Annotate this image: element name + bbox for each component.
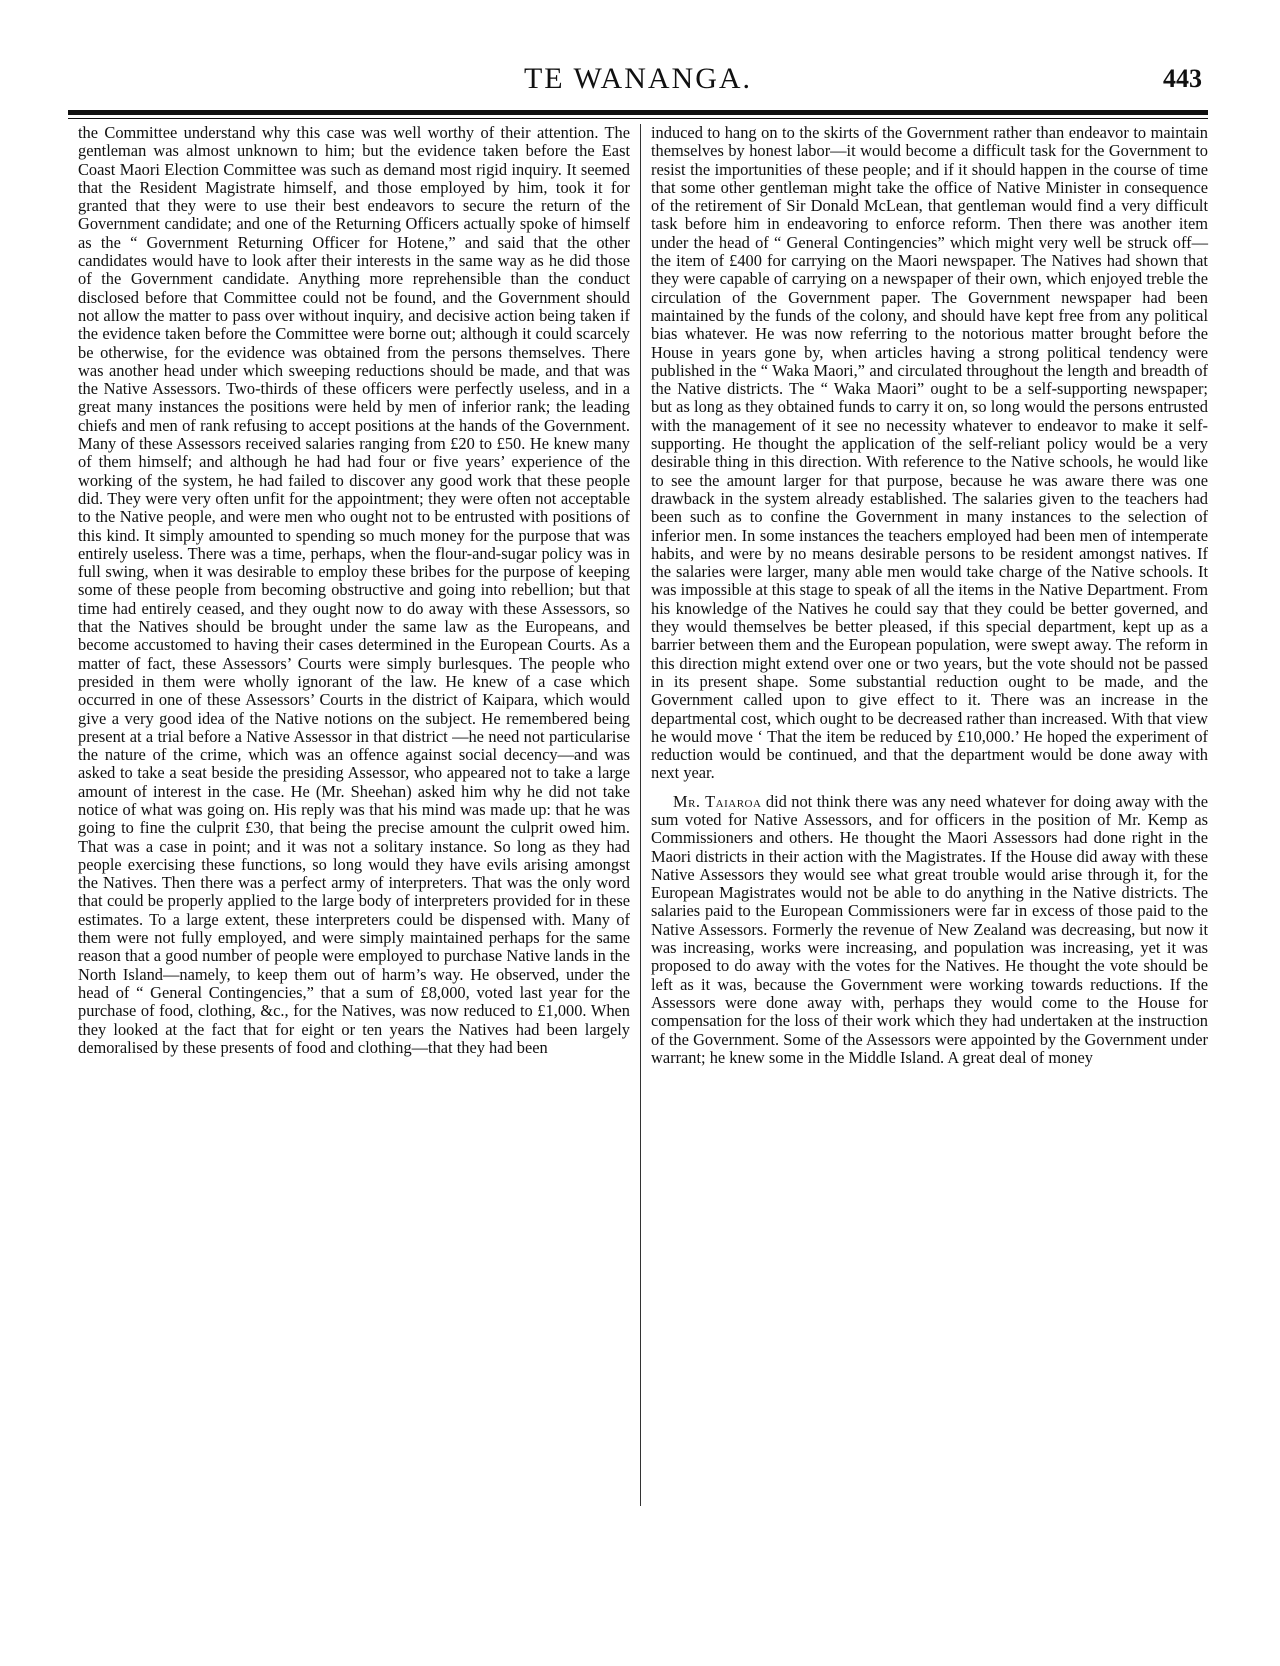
left-column-paragraph: the Committee understand why this case was well worthy of their attention. The gentleman was almost unknown to him; but the evidence taken before the East Coast Maori Election Committee was such as demand most rigid inquiry. It seemed that the Resident Magistrate himself, and those employed by him, took it for granted that they were to use their best endeavors to secure the return of the Government candidate; and one of the Returning Officers actually spoke of himself as the “ Government Returning Officer for Hotene,” and said that the other candidates would have to look after their interests in the same way as he did those of the Government candidate. Anything more reprehensible than the conduct disclosed before that Committee could not be found, and the Government should not allow the matter to pass over without inquiry, and decisive action being taken if the evidence taken before the Committee were borne out; although it could scarcely be otherwise, for the evidence was obtained from the persons themselves. There was another head under which sweeping reductions should be made, and that was the Native Assessors. Two-thirds of these officers were perfectly useless, and in a great many instances the positions were held by men of inferior rank; the leading chiefs and men of rank refusing to accept positions at the hands of the Government. Many of these Assessors received salaries ranging from £20 to £50. He knew many of them himself; and although he had had four or five years’ experience of the working of the system, he had failed to discover any good work that these people did. They were very often unfit for the appointment; they were often not acceptable to the Native people, and were men who ought not to be entrusted with positions of this kind. It simply amounted to spending so much money for the purpose that was entirely useless. There was a time, perhaps, when the flour-and-sugar policy was in full swing, when it was desirable to employ these bribes for the purpose of keeping some of these people from becoming obstructive and going into rebellion; but that time had entirely ceased, and they ought now to do away with these Assessors, so that the Natives should be brought under the same law as the Europeans, and become accustomed to having their cases determined in the European Courts. As a matter of fact, these Assessors’ Courts were simply burlesques. The people who presided in them were wholly ignorant of the law. He knew of a case which occurred in one of these Assessors’ Courts in the district of Kaipara, which would give a very good idea of the Native notions on the subject. He remembered being present at a trial before a Native Assessor in that district —he need not particularise the nature of the crime, which was an offence against social decency—and was asked to take a seat beside the presiding Assessor, who appeared not to take a large amount of interest in the case. He (Mr. Sheehan) asked him why he did not take notice of what was going on. His reply was that his mind was made up: that he was going to fine the culprit £30, that being the precise amount the culprit owed him. That was a case in point; and it was not a solitary instance. So long as they had people exercising these functions, so long would they have evils arising amongst the Natives. Then there was a perfect army of interpreters. That was the only word that could be properly applied to the large body of interpreters provided for in these estimates. To a large extent, these interpreters could be dispensed with. Many of them were not fully employed, and were simply maintained perhaps for the same reason that a good number of people were employed to purchase Native lands in the North Island—namely, to keep them out of harm’s way. He observed, under the head of “ General Contingencies,” that a sum of £8,000, voted last year for the purchase of food, clothing, &c., for the Natives, was now reduced to £1,000. When they looked at the fact that for eight or ten years the Natives had been largely demoralised by these presents of food and clothing—that they had been (78, 123, 630, 1057)
header-rule-thick (68, 110, 1208, 115)
right-column (651, 124, 1208, 1067)
page-number: 443 (1163, 64, 1202, 93)
speaker-name: Mr. Taiaroa (673, 791, 762, 811)
header-rule-thin (68, 118, 1208, 119)
newspaper-title: TE WANANGA. (523, 62, 753, 95)
left-column (78, 124, 630, 1057)
masthead (68, 62, 1208, 110)
speaker-remarks: did not think there was any need whatever for doing away with the sum voted for Native Assessors, and for officers in the position of Mr. Kemp as Commissioners and others. He thought the Maori Assessors had done right in the Maori districts in their action with the Magistrates. If the House did away with these Native Assessors they would see what great trouble would arise through it, for the European Magistrates would not be able to do anything in the Native districts. The salaries paid to the European Commissioners were far in excess of those paid to the Native Assessors. Formerly the revenue of New Zealand was decreasing, but now it was increasing, works were increasing, and population was increasing, yet it was proposed to do away with the votes for the Natives. He thought the vote should be left as it was, because the Government were working towards reductions. If the Assessors were done away with, perhaps they would come to the House for compensation for the loss of their work which they had undertaken at the instruction of the Government. Some of the Assessors were appointed by the Government under warrant; he knew some in the Middle Island. A great deal of money (651, 791, 1208, 1067)
right-column-paragraph-1: induced to hang on to the skirts of the Government rather than endeavor to maintain themselves by honest labor—it would become a difficult task for the Government to resist the importunities of these people; and if it should happen in the course of time that some other gentleman might take the office of Native Minister in consequence of the retirement of Sir Donald McLean, that gentleman would find a very difficult task before him in endeavoring to enforce reform. Then there was another item under the head of “ General Contingencies” which might very well be struck off—the item of £400 for carrying on the Maori newspaper. The Natives had shown that they were capable of carrying on a newspaper of their own, which enjoyed treble the circulation of the Government paper. The Government newspaper had been maintained by the funds of the colony, and should have kept free from any political bias whatever. He was now referring to the notorious matter brought before the House in years gone by, when articles having a strong political tendency were published in the “ Waka Maori,” and circulated throughout the length and breadth of the Native districts. The “ Waka Maori” ought to be a self-supporting newspaper; but as long as they obtained funds to carry it on, so long would the persons entrusted with the management of it see no necessity whatever to endeavor to make it self-supporting. He thought the application of the self-reliant policy would be a very desirable thing in this direction. With reference to the Native schools, he would like to see the amount larger for that purpose, because he was aware there was one drawback in the system already established. The salaries given to the teachers had been such as to confine the Government in many instances to the selection of inferior men. In some instances the teachers employed had been men of intemperate habits, and were by no means desirable persons to be resident amongst natives. If the salaries were larger, many able men would take charge of the Native schools. It was impossible at this stage to speak of all the items in the Native Department. From his knowledge of the Natives he could say that they could be better governed, and they would themselves be better pleased, if this special department, kept up as a barrier between them and the European population, were swept away. The reform in this direction might extend over one or two years, but the vote should not be passed in its present shape. Some substantial reduction ought to be made, and the Government called upon to give effect to it. There was an increase in the departmental cost, which ought to be decreased rather than increased. With that view he would move ‘ That the item be reduced by £10,000.’ He hoped the experiment of reduction would be continued, and that the department would be done away with next year. (651, 123, 1208, 783)
column-divider (640, 124, 641, 1506)
right-column-paragraph-2 (651, 793, 1208, 1067)
